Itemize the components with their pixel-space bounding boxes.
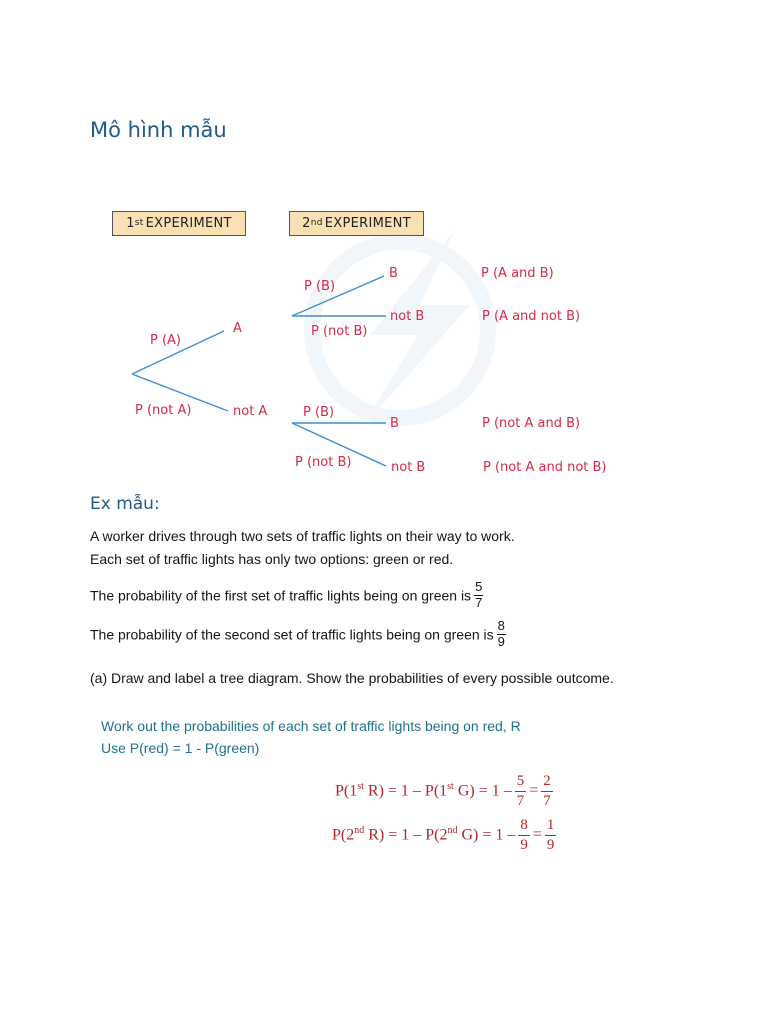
- eq1-fraction-2: $\frac{2}{7}$: [543, 773, 551, 809]
- second-experiment-word: EXPERIMENT: [324, 216, 411, 231]
- page-title: Mô hình mẫu: [90, 118, 227, 142]
- outcome-not-a-and-b: P (not A and B): [482, 416, 581, 431]
- label-p-b-lower: P (B): [303, 405, 335, 420]
- example-line-3: [90, 580, 483, 611]
- second-experiment-suffix: nd: [310, 217, 323, 228]
- example-line-1: A worker drives through two sets of traffic lights on their way to work.: [90, 528, 515, 544]
- eq1-equals: =: [529, 782, 539, 799]
- label-p-not-b-upper: P (not B): [311, 324, 368, 339]
- label-p-a: P (A): [150, 333, 182, 348]
- solution-line-1: Work out the probabilities of each set of traffic lights being on red, R: [101, 718, 521, 734]
- fraction-denominator: 9: [497, 633, 505, 649]
- tree-diagram: [0, 0, 768, 500]
- example-line-4: [90, 619, 506, 650]
- equation-first-red: [335, 773, 556, 809]
- fraction-denominator: 7: [475, 594, 483, 610]
- solution-line-2: Use P(red) = 1 - P(green): [101, 740, 260, 756]
- label-p-not-a: P (not A): [135, 403, 192, 418]
- equation-second-red: [332, 817, 559, 853]
- eq2-fraction-2: $\frac{1}{9}$: [546, 817, 555, 853]
- example-heading: Ex mẫu:: [90, 494, 160, 514]
- example-line-4-text: The probability of the second set of traffic lights being on green is: [90, 626, 494, 643]
- fraction-numerator: 8: [497, 618, 505, 633]
- outcome-not-a-and-not-b: P (not A and not B): [483, 460, 607, 475]
- example-line-3-text: The probability of the first set of traffic lights being on green is: [90, 587, 472, 604]
- label-not-b-upper: not B: [390, 309, 425, 324]
- label-b-upper: B: [389, 266, 398, 281]
- fraction-five-sevenths: [474, 580, 483, 611]
- question-a: (a) Draw and label a tree diagram. Show the probabilities of every possible outcome.: [90, 670, 614, 686]
- label-not-b-lower: not B: [391, 460, 426, 475]
- outcome-a-and-not-b: P (A and not B): [482, 309, 581, 324]
- label-a: A: [233, 321, 242, 336]
- first-experiment-suffix: st: [134, 217, 144, 228]
- first-experiment-word: EXPERIMENT: [145, 216, 232, 231]
- eq2-fraction-1: $\frac{8}{9}$: [520, 817, 528, 853]
- label-not-a: not A: [233, 404, 268, 419]
- example-line-2: Each set of traffic lights has only two options: green or red.: [90, 551, 454, 567]
- fraction-eight-ninths: [497, 619, 506, 650]
- eq1-fraction-1: $\frac{5}{7}$: [516, 773, 525, 809]
- eq2-equals: =: [532, 826, 542, 843]
- outcome-a-and-b: P (A and B): [481, 266, 554, 281]
- eq1-lhs: P(1st R) = 1 – P(1st G) = 1 –: [335, 781, 512, 800]
- label-p-b-upper: P (B): [304, 279, 336, 294]
- first-experiment-ordinal: 1: [126, 216, 135, 231]
- label-p-not-b-lower: P (not B): [295, 455, 352, 470]
- fraction-numerator: 5: [475, 579, 483, 594]
- second-experiment-ordinal: 2: [302, 216, 311, 231]
- label-b-lower: B: [390, 416, 399, 431]
- eq2-lhs: P(2nd R) = 1 – P(2nd G) = 1 –: [332, 825, 516, 844]
